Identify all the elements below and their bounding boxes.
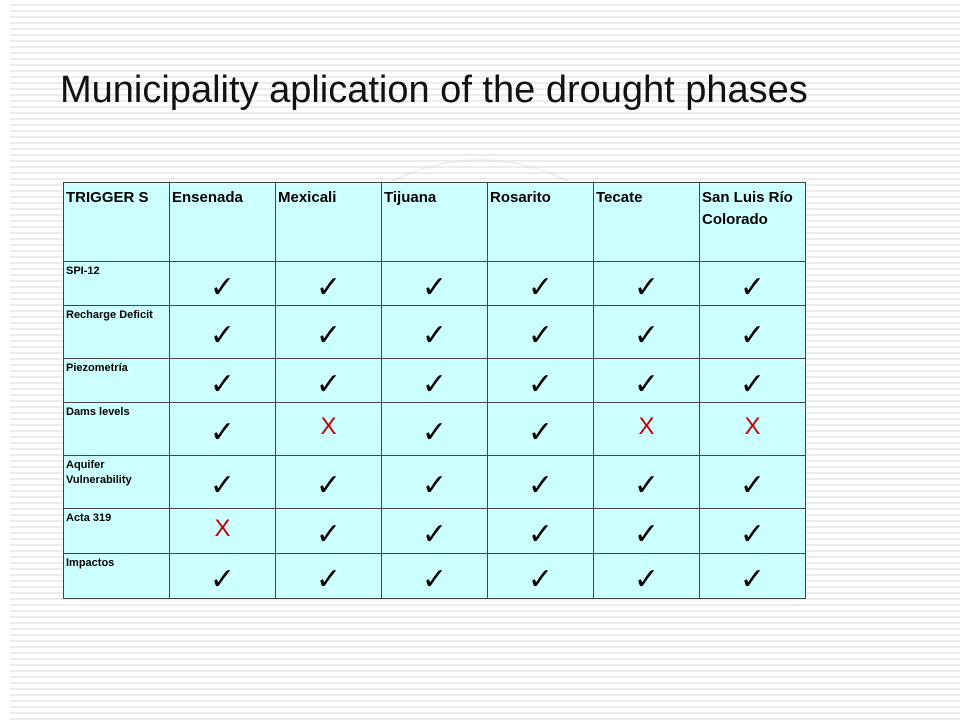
table-row [64, 359, 806, 403]
table-cell [170, 403, 276, 456]
check-mark-icon: ✓ [527, 318, 554, 353]
table-cell [382, 403, 488, 456]
page-title: Municipality aplication of the drought phases [60, 69, 808, 111]
table-cell [594, 403, 700, 456]
check-mark-icon: ✓ [739, 366, 766, 402]
check-mark-icon: ✓ [315, 269, 342, 305]
check-mark-icon: ✓ [633, 366, 660, 402]
check-mark-icon: ✓ [739, 562, 766, 597]
table-cell [382, 554, 488, 599]
check-mark-icon: ✓ [527, 269, 554, 305]
check-mark-icon: ✓ [739, 269, 766, 305]
check-mark-icon: ✓ [527, 517, 554, 552]
row-label: Impactos [64, 554, 170, 599]
table-row [64, 456, 806, 509]
table-cell [700, 509, 806, 554]
cross-mark-icon: X [744, 413, 761, 440]
check-mark-icon: ✓ [633, 468, 660, 503]
table-cell [700, 403, 806, 456]
table-row [64, 554, 806, 599]
check-mark-icon: ✓ [209, 468, 236, 503]
table-body [64, 262, 806, 599]
check-mark-icon: ✓ [315, 366, 342, 402]
table-cell [276, 306, 382, 359]
table-cell [488, 262, 594, 306]
check-mark-icon: ✓ [209, 562, 236, 597]
table-cell [700, 359, 806, 403]
table-row [64, 306, 806, 359]
table-cell [488, 359, 594, 403]
table-cell [594, 456, 700, 509]
header-row [64, 183, 806, 262]
table-cell [700, 554, 806, 599]
table-cell [170, 509, 276, 554]
table-cell [488, 554, 594, 599]
cross-mark-icon: X [320, 413, 337, 440]
check-mark-icon: ✓ [421, 366, 448, 402]
table-cell [382, 509, 488, 554]
check-mark-icon: ✓ [209, 366, 236, 402]
row-label: Piezometría [64, 359, 170, 403]
check-mark-icon: ✓ [739, 517, 766, 552]
table-cell [170, 359, 276, 403]
header-san-luis-rio-colorado: San Luis Río Colorado [700, 183, 806, 262]
left-band [0, 0, 10, 720]
table-cell [170, 262, 276, 306]
header-tijuana: Tijuana [382, 183, 488, 262]
table-cell [488, 456, 594, 509]
row-label: Aquifer Vulnerability [64, 456, 170, 509]
check-mark-icon: ✓ [527, 562, 554, 597]
table-cell [276, 262, 382, 306]
table-cell [700, 306, 806, 359]
check-mark-icon: ✓ [633, 318, 660, 353]
table-cell [488, 403, 594, 456]
check-mark-icon: ✓ [315, 468, 342, 503]
check-mark-icon: ✓ [527, 415, 554, 450]
table-cell [382, 262, 488, 306]
check-mark-icon: ✓ [527, 468, 554, 503]
table-cell [276, 554, 382, 599]
check-mark-icon: ✓ [209, 269, 236, 305]
table-cell [700, 456, 806, 509]
table-cell [276, 456, 382, 509]
check-mark-icon: ✓ [527, 366, 554, 402]
table-cell [488, 509, 594, 554]
table-cell [170, 306, 276, 359]
check-mark-icon: ✓ [209, 318, 236, 353]
check-mark-icon: ✓ [739, 318, 766, 353]
drought-phases-table [63, 182, 806, 599]
table-cell [276, 509, 382, 554]
header-rosarito: Rosarito [488, 183, 594, 262]
cross-mark-icon: X [638, 413, 655, 440]
table-cell [594, 554, 700, 599]
table-cell [276, 359, 382, 403]
table-cell [594, 306, 700, 359]
table-cell [382, 456, 488, 509]
table-row [64, 509, 806, 554]
table-row [64, 403, 806, 456]
header-ensenada: Ensenada [170, 183, 276, 262]
row-label: Acta 319 [64, 509, 170, 554]
check-mark-icon: ✓ [421, 415, 448, 450]
row-label: SPI-12 [64, 262, 170, 306]
check-mark-icon: ✓ [209, 415, 236, 450]
row-label: Recharge Deficit [64, 306, 170, 359]
check-mark-icon: ✓ [315, 318, 342, 353]
table-cell [170, 456, 276, 509]
table-cell [700, 262, 806, 306]
table-cell [488, 306, 594, 359]
check-mark-icon: ✓ [633, 517, 660, 552]
check-mark-icon: ✓ [739, 468, 766, 503]
table-cell [382, 359, 488, 403]
table-cell [594, 359, 700, 403]
check-mark-icon: ✓ [421, 517, 448, 552]
check-mark-icon: ✓ [421, 468, 448, 503]
table-cell [594, 262, 700, 306]
header-tecate: Tecate [594, 183, 700, 262]
check-mark-icon: ✓ [633, 269, 660, 305]
check-mark-icon: ✓ [633, 562, 660, 597]
table-cell [382, 306, 488, 359]
header-triggers: TRIGGER S [64, 183, 170, 262]
table-cell [170, 554, 276, 599]
check-mark-icon: ✓ [421, 269, 448, 305]
check-mark-icon: ✓ [315, 562, 342, 597]
header-mexicali: Mexicali [276, 183, 382, 262]
table-cell [276, 403, 382, 456]
check-mark-icon: ✓ [421, 318, 448, 353]
check-mark-icon: ✓ [315, 517, 342, 552]
row-label: Dams levels [64, 403, 170, 456]
cross-mark-icon: X [214, 515, 231, 542]
check-mark-icon: ✓ [421, 562, 448, 597]
table-cell [594, 509, 700, 554]
table-row [64, 262, 806, 306]
